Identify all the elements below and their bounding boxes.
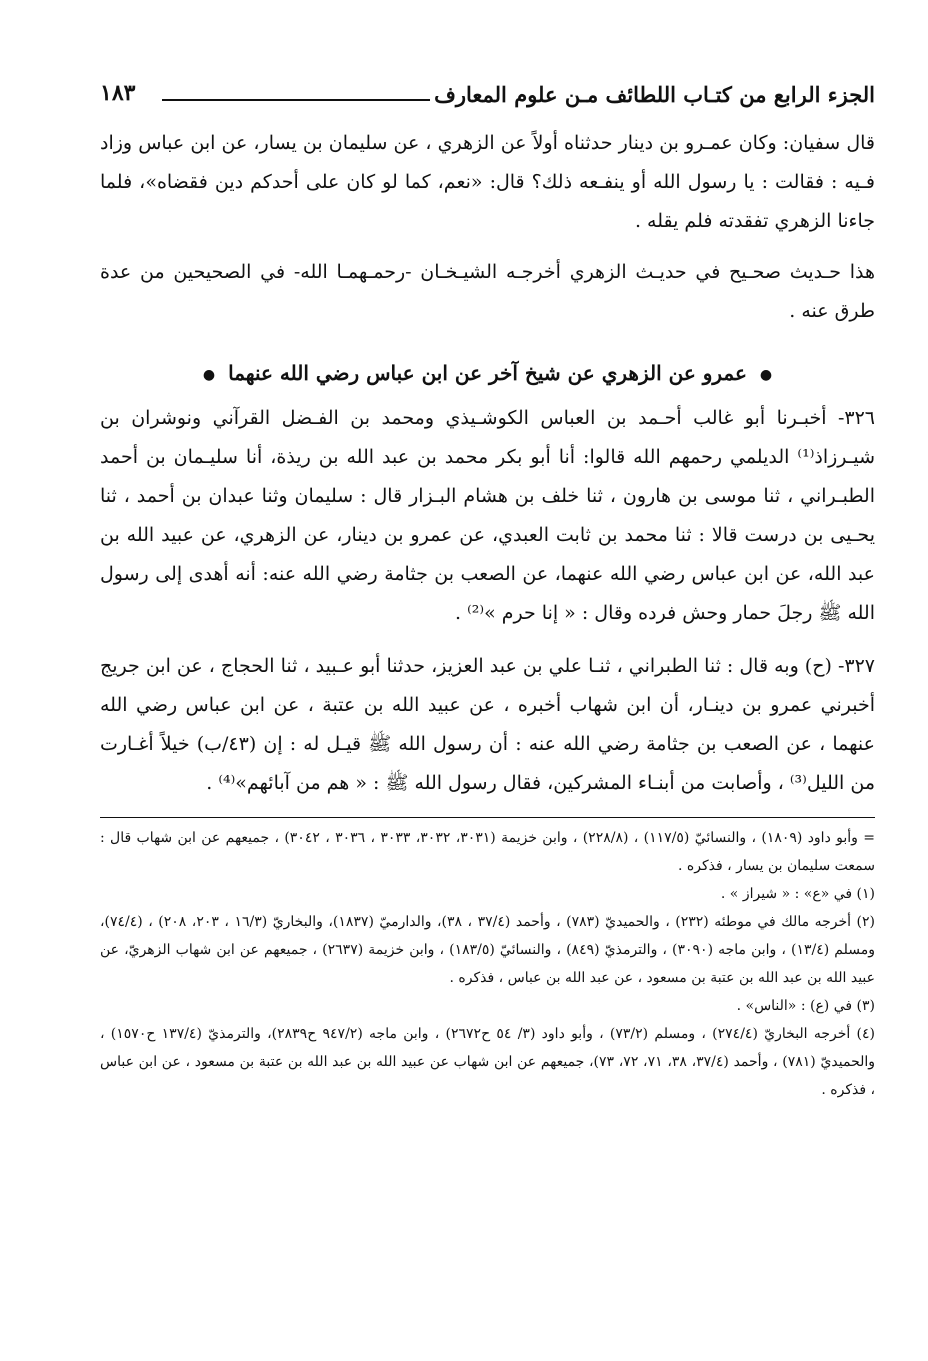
page-number: ١٨٣ <box>100 80 136 106</box>
hadith-326: ٣٢٦- أخبـرنا أبو غالب أحـمد بن العباس الكوشـيذي ومحمد بن الفـضل القرآني ونوشران بن شيـرزاذ⁽¹⁾ الديلمي رحمهم الله قالوا: أنا أبو بكر محمد بن عبد الله بن ريذة، أنا سليـمان بن أحمد الطبـراني ، ثنا موسى بن هارون ، ثنا خلف بن هشام البـزار قال : سليمان وثنا عبدان بن أحمد ، ثنا يحـيى بن درست قالا : ثنا محمد بن ثابت العبدي، عن عمرو بن دينار، عن الزهري، عن عبيد الله بن عبد الله، عن ابن عباس رضي الله عنهما، عن الصعب بن جثامة رضي الله عنه: أنه أهدى إلى رسول الله ﷺ رجلَ حمار وحش فرده وقال : « إنا حرم »⁽²⁾ . <box>100 407 875 624</box>
footnote-rule <box>100 817 875 818</box>
footnote-1: (١) في «ع» : « شيراز » . <box>720 886 875 902</box>
footnote-3: (٣) في (ع) : «الناس» . <box>736 998 875 1014</box>
footnote-2: (٢) أخرجه مالك في موطئه (٢٣٢) ، والحميديّ (٧٨٣) ، وأحمد (٣٧/٤ ، ٣٨)، والدارميّ (١٨٣٧)، والبخاريّ (١٦/٣ ، ٢٠٣، ٢٠٨) ، (٧٤/٤)، ومسلم (١٣/٤) ، وابن ماجه (٣٠٩٠) ، والترمذيّ (٨٤٩) ، والنسائيّ (١٨٣/٥) ، وابن خزيمة (٢٦٣٧) ، جميعهم عن ابن شهاب الزهريّ، عن عبيد الله بن عبد الله بن عتبة بن مسعود ، عن عبد الله بن عباس ، فذكره . <box>100 914 876 986</box>
paragraph-2: هذا حـديث صحـيح في حديـث الزهري أخرجـه الشيـخـان -رحمـهمـا الله- في الصحيحين من عدة طرق عنه . <box>100 261 875 322</box>
running-header <box>100 78 875 124</box>
footnote-4: (٤) أخرجه البخاريّ (٢٧٤/٤) ، ومسلم (٧٣/٢) ، وأبو داود (٣/ ٥٤ ح٢٦٧٢) ، وابن ماجه (٩٤٧/٢ ح٢٨٣٩)، والترمذيّ (١٣٧/٤ ح١٥٧٠) ، والحميديّ (٧٨١) ، وأحمد (٣٧/٤، ٣٨، ٧١، ٧٢، ٧٣)، جميعهم عن ابن شهاب عن عبيد الله بن عبد الله بن عتبة بن مسعود ، عن ابن عباس ، فذكره . <box>100 1026 876 1098</box>
running-title: الجزء الرابع من كتـاب اللطائف مـن علوم المعارف <box>434 82 875 107</box>
footnote-continued: = وأبو داود (١٨٠٩) ، والنسائيّ (١١٧/٥) ، (٢٢٨/٨) ، وابن خزيمة (٣٠٣١، ٣٠٣٢، ٣٠٣٣ ، ٣٠٣٦ ، ٣٠٤٢) ، جميعهم عن ابن شهاب قال : سمعت سليمان بن يسار ، فذكره . <box>100 830 875 874</box>
hadith-327: ٣٢٧- (ح) وبه قال : ثنا الطبراني ، ثنـا علي بن عبد العزيز، حدثنا أبو عـبيد ، ثنا الحجاج ، عن ابن جريج أخبرني عمرو بن دينـار، أن ابن شهاب أخبره ، عن عبيد الله بن عتبة ، عن ابن عباس رضي الله عنهما ، عن الصعب بن جثامة رضي الله عنه : أن رسول الله ﷺ قيـل له : إن (٤٣/ب) خيلاً أغـارت من الليل⁽³⁾ ، وأصابت من أبنـاء المشركين، فقال رسول الله ﷺ : « هم من آبائهم»⁽⁴⁾ . <box>100 655 875 794</box>
page <box>100 78 875 1104</box>
paragraph-1: قال سفيان: وكان عمـرو بن دينار حدثناه أولاً عن الزهري ، عن سليمان بن يسار، عن ابن عباس وزاد فـيه : فقالت : يا رسول الله أو ينفـعه ذلك؟ قال: «نعم، كما لو كان على أحدكم دين فقضاه»، فلما جاءنا الزهري تفقدته فلم يقله . <box>100 132 875 232</box>
bullet-icon: ● <box>759 366 773 383</box>
section-heading <box>100 361 875 385</box>
bullet-icon: ● <box>202 366 216 383</box>
section-heading-text: عمرو عن الزهري عن شيخ آخر عن ابن عباس رضي الله عنهما <box>228 361 747 385</box>
header-rule <box>162 99 430 101</box>
